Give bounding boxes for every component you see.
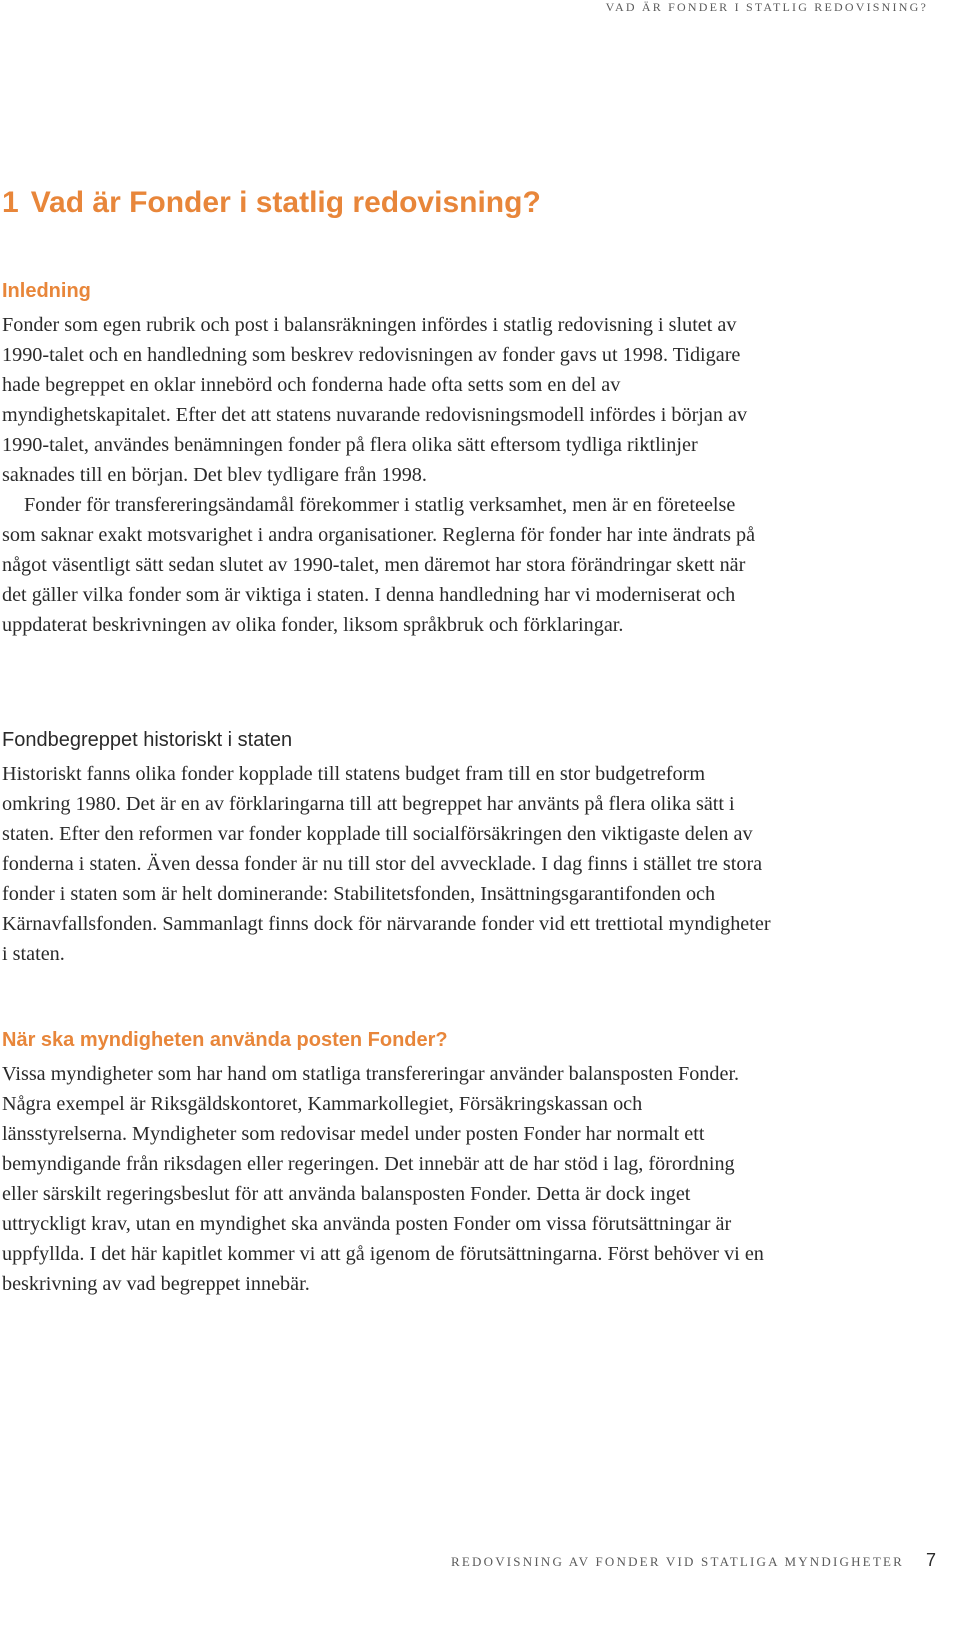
section-heading-fondbegreppet: Fondbegreppet historiskt i staten: [2, 729, 293, 751]
section-heading-nar-ska: När ska myndigheten använda posten Fonder?: [2, 1029, 448, 1051]
chapter-title-text: Vad är Fonder i statlig redovisning?: [30, 186, 541, 219]
section-heading-inledning: Inledning: [2, 280, 91, 302]
section-inledning: [2, 276, 772, 640]
body-paragraph: Fonder för transfereringsändamål förekommer i statlig verksamhet, men är en företeelse som saknar exakt motsvarighet i andra organisationer. Reglerna för fonder har inte ändrats på något väsentligt sätt sedan slutet av 1990-talet, men däremot har stora förändringar skett när det gäller vilka fonder som är viktiga i staten. I denna handledning har vi moderniserat och uppdaterat beskrivningen av olika fonder, liksom språkbruk och förklaringar.: [2, 494, 756, 636]
body-paragraph: Fonder som egen rubrik och post i balansräkningen infördes i statlig redovisning i slutet av 1990-talet och en handledning som beskrev redovisningen av fonder gavs ut 1998. Tidigare hade begreppet en oklar innebörd och fonderna hade ofta setts som en del av myndighetskapitalet. Efter det att statens nuvarande redovisningsmodell infördes i början av 1990-talet, användes benämningen fonder på flera olika sätt eftersom tydliga riktlinjer saknades till en början. Det blev tydligare från 1998.: [2, 314, 748, 486]
running-header: VAD ÄR FONDER I STATLIG REDOVISNING?: [605, 0, 928, 14]
page-number: 7: [925, 1550, 936, 1570]
page-footer: [451, 1550, 936, 1571]
body-paragraph: Historiskt fanns olika fonder kopplade till statens budget fram till en stor budgetreform omkring 1980. Det är en av förklaringarna till att begreppet har använts på flera olika sätt i staten. Efter den reformen var fonder kopplade till socialförsäkringen den viktigaste delen av fonderna i staten. Även dessa fonder är nu till stor del avvecklade. I dag finns i stället tre stora fonder i staten som är helt dominerande: Stabilitetsfonden, Insättningsgarantifonden och Kärnavfallsfonden. Sammanlagt finns dock för närvarande fonder vid ett trettiotal myndigheter i staten.: [2, 763, 771, 965]
chapter-title: [2, 186, 541, 220]
section-nar-ska: [2, 1025, 772, 1299]
section-fondbegreppet: [2, 725, 772, 969]
body-paragraph: Vissa myndigheter som har hand om statliga transfereringar använder balansposten Fonder. Några exempel är Riksgäldskontoret, Kammarkollegiet, Försäkringskassan och länsstyrelserna. Myndigheter som redovisar medel under posten Fonder har normalt ett bemyndigande från riksdagen eller regeringen. Det innebär att de har stöd i lag, förordning eller särskilt regeringsbeslut för att använda balansposten Fonder. Detta är dock inget uttryckligt krav, utan en myndighet ska använda posten Fonder om vissa förutsättningar är uppfyllda. I det här kapitlet kommer vi att gå igenom de förutsättningarna. Först behöver vi en beskrivning av vad begreppet innebär.: [2, 1063, 764, 1295]
chapter-number: 1: [2, 186, 19, 219]
footer-title: REDOVISNING AV FONDER VID STATLIGA MYNDIGHETER: [451, 1554, 904, 1569]
